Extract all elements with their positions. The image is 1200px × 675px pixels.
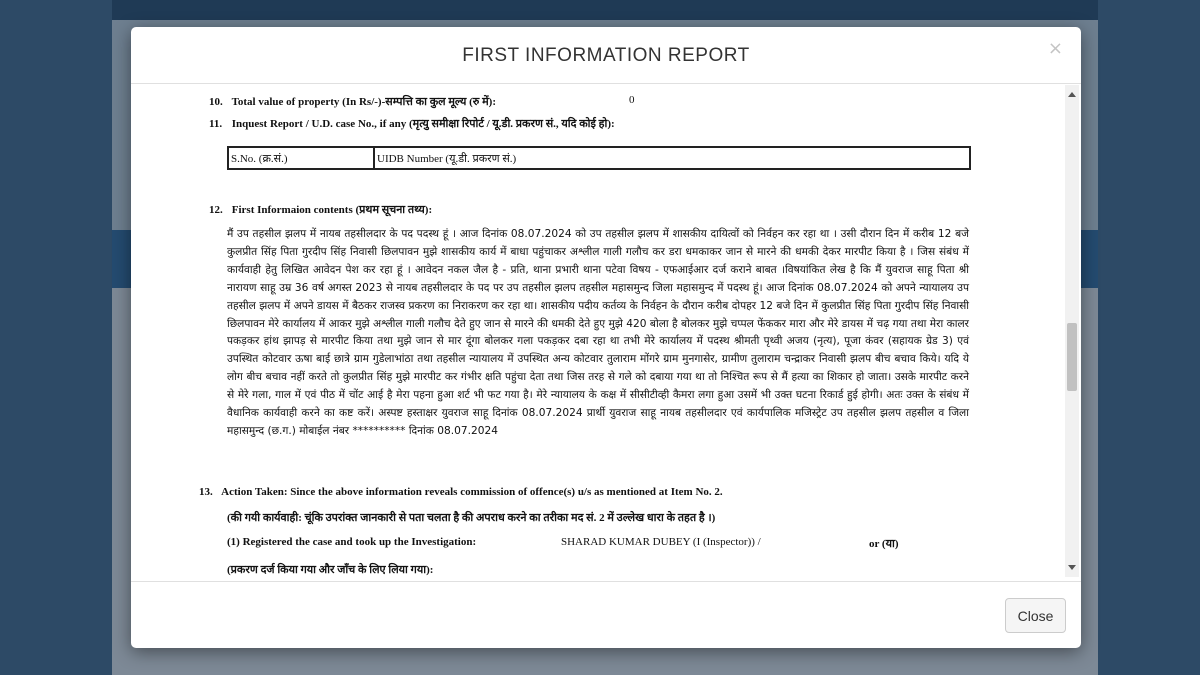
scroll-up-icon[interactable] <box>1068 92 1076 97</box>
vertical-scrollbar[interactable] <box>1065 85 1079 577</box>
registered-case-hindi: (प्रकरण दर्ज किया गया और जाँच के लिए लिया गया): <box>227 564 434 576</box>
item-10-label: Total value of property (In Rs/-)-सम्पत्ति का कुल मूल्य (रु में): <box>231 96 496 108</box>
item-13-label: Action Taken: Since the above information reveals commission of offence(s) u/s as mentioned at Item No. 2. <box>221 486 723 498</box>
or-text: or (या) <box>869 538 899 550</box>
item-13-hindi: (की गयी कार्यवाही: चूंकि उपरांक्त जानकारी से पता चलता है की अपराध करने का तरीका मद सं. 2 में उल्लेख धारा के तहत है ।) <box>227 512 716 524</box>
investigating-officer: SHARAD KUMAR DUBEY (I (Inspector)) / <box>561 536 761 548</box>
table-header-sno: S.No. (क्र.सं.) <box>228 147 374 169</box>
item-11-label: Inquest Report / U.D. case No., if any (मृत्यु समीक्षा रिपोर्ट / यू.डी. प्रकरण सं., यदि कोई हो): <box>231 118 615 130</box>
close-icon[interactable]: × <box>1047 38 1063 59</box>
fir-modal <box>131 27 1081 648</box>
first-information-contents: मैं उप तहसील झलप में नायब तहसीलदार के पद पदस्थ हूं । आज दिनांक 08.07.2024 को उप तहसील झलप में शासकीय दायित्वों को निर्वहन कर रहा था । उसी दौरान दिन में करीब 12 बजे कुलप्रीत सिंह पिता गुरदीप सिंह निवासी छिलपावन मुझे शासकीय कार्य में बाधा पहुंचाकर अश्लील गाली गलौच कर डरा धमकाकर जान से मारने की धमकी देकर मारपीट किया है । जिस संबंध में कार्यवाही हेतु लिखित आवेदन पेश कर रहा हूं । आवेदन नकल जैल है - प्रति, थाना प्रभारी थाना पटेवा विषय - एफआईआर दर्ज कराने बाबत ।विषयांकित लेख है कि मैं युवराज साहू पिता श्री नारायण साहू उम्र 36 वर्ष अगस्त 2023 से नायब तहसीलदार के पद पर उप तहसील झलप तहसील महासमुन्द जिला महासमुन्द में पदस्थ हूं। आज दिनांक 08.07.2024 को अपने न्यायालय उप तहसील झलप में अपने डायस में बैठकर राजस्व प्रकरण का निराकरण कर रहा था। शासकीय पदीय कर्तव्य के निर्वहन के दौरान करीब दोपहर 12 बजे दिन में कुलप्रीत सिंह पिता गुरदीप सिंह निवासी छिलपावन मेरे कार्यालय में आकर मुझे अश्लील गाली गलौच देते हुए जान से मारने की धमकी देते हुए मुझे 420 बोला है बोलकर मुझे चप्पल फेंककर मारा और मेरे डायस में चढ़ गया तथा मेरा कालर पकड़कर हांथ झापड़ से मारपीट किया तथा मुझे जान से मार दूंगा बोलकर गला पकड़कर दबा रहा था तभी मेरे कार्यालय में पदस्थ श्रीमती पृथ्वी अजय (नृत्य), पूजा कंवर (सहायक ग्रेड 3) एवं उपस्थित कोटवार ऊषा बाई छात्रे ग्राम गुडेलाभांठा तथा तहसील न्यायालय में उपस्थित अन्य कोटवार तुलाराम मोंगरे ग्राम मुनगासेर, ग्रामीण तुलाराम चन्द्राकर निवासी झलप बीच बचाव किये। यदि ये लोग बीच बचाव नहीं करते तो कुलप्रीत सिंह मुझे मारपीट कर गंभीर क्षति पहुंचा देता तथा जिस तरह से गले को दबाया गया था तो निश्चित रूप से मैं हत्या का शिकार हो जाता। उसके मारपीट करने से मेरे गला, गाल में एवं पीठ में चोंट आई है मेरा पहना हुआ शर्ट भी फट गया है। मेरे न्यायालय के कक्ष में सीसीटीव्ही कैमरा लगा हुआ उसमें भी उक्त घटना रिकार्ड हुई होगी। अतः उक्त के संबंध में वैधानिक कार्यवाही करने का कष्ट करें। अस्पष्ट हस्ताक्षर युवराज साहू दिनांक 08.07.2024 प्रार्थी युवराज साहू नायब तहसीलदार एवं कार्यपालिक मजिस्ट्रेट उप तहसील झलप तहसील व जिला महासमुन्द (छ.ग.) मोबाईल नंबर ********** दिनांक 08.07.2024 <box>227 228 969 437</box>
modal-body[interactable] <box>131 84 1081 582</box>
item-12-label: First Informaion contents (प्रथम सूचना तथ्य): <box>231 204 433 216</box>
item-10: 10. Total value of property (In Rs/-)-सम्पत्ति का कुल मूल्य (रु में): <box>209 96 496 108</box>
modal-footer <box>131 582 1081 648</box>
modal-header <box>131 27 1081 84</box>
scrollbar-thumb[interactable] <box>1067 323 1077 391</box>
item-13: 13. Action Taken: Since the above information reveals commission of offence(s) u/s as mentioned at Item No. 2. <box>199 486 723 498</box>
scroll-down-icon[interactable] <box>1068 565 1076 570</box>
item-11: 11. Inquest Report / U.D. case No., if any (मृत्यु समीक्षा रिपोर्ट / यू.डी. प्रकरण सं., यदि कोई हो): <box>209 118 615 130</box>
table-row <box>228 147 970 169</box>
modal-title: FIRST INFORMATION REPORT <box>462 45 750 66</box>
item-12: 12. First Informaion contents (प्रथम सूचना तथ्य): <box>209 204 433 216</box>
table-header-uidb: UIDB Number (यू.डी. प्रकरण सं.) <box>374 147 970 169</box>
registered-case-label: (1) Registered the case and took up the Investigation: <box>227 536 477 548</box>
close-button[interactable]: Close <box>1005 598 1066 633</box>
item-10-value: 0 <box>629 94 635 106</box>
background-header <box>112 0 1098 20</box>
inquest-table <box>227 146 971 170</box>
